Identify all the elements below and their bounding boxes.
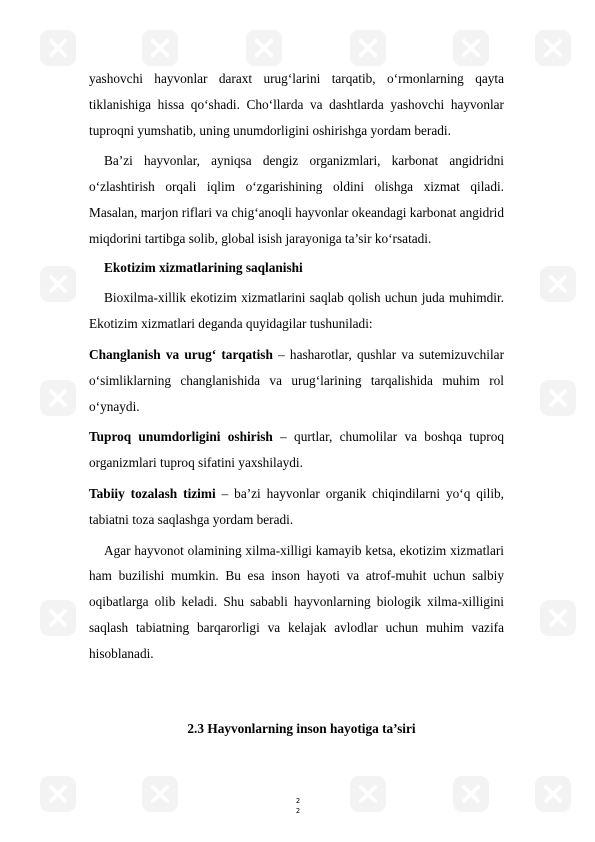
paragraph-intro: yashovchi hayvonlar daraxt urug‘larini tarqatib, o‘rmonlarning qayta tiklanishiga hissa qo‘shadi. Cho‘llarda va dashtlarda yashovchi hayvonlar tuproqni yumshatib, uning unumdorligini oshirishga yordam beradi. <box>89 71 504 138</box>
list-item-pollination <box>89 342 504 419</box>
paragraph-conclusion: Agar hayvonot olamining xilma-xilligi kamayib ketsa, ekotizim xizmatlari ham buzilishi mumkin. Bu esa inson hayoti va atrof-muhit uchun salbiy oqibatlarga olib keladi. Shu sababli hayvonlarning biologik xilma-xilligini saqlash tabiatning barqarorligi va kelajak avlodlar uchun muhim vazifa hisoblanadi. <box>89 542 504 661</box>
page-number <box>292 796 304 816</box>
list-item-natural-cleaning <box>89 481 504 533</box>
item-term: Tuproq unumdorligini oshirish <box>89 429 273 445</box>
item-term: Tabiiy tozalash tizimi <box>89 485 216 501</box>
page-number-digit: 2 <box>295 797 301 805</box>
document-body <box>89 66 504 667</box>
paragraph-marine: Ba’zi hayvonlar, ayniqsa dengiz organizmlari, karbonat angidridni o‘zlashtirish orqali iqlim o‘zgarishining oldini olishga xizmat qiladi. Masalan, marjon riflari va chig‘anoqli hayvonlar okeandagi karbonat angidrid miqdorini tartibga solib, global isish jarayoniga ta’sir ko‘rsatadi. <box>89 153 504 246</box>
item-description: – qurtlar, chumolilar va boshqa tuproq organizmlari tuproq sifatini yaxshilaydi. <box>89 429 504 471</box>
item-term: Changlanish va urug‘ tarqatish <box>89 346 273 362</box>
item-description: – ba’zi hayvonlar organik chiqindilarni yo‘q qilib, tabiatni toza saqlashga yordam beradi. <box>89 485 505 527</box>
list-item-soil-fertility <box>89 424 504 476</box>
paragraph-biodiversity: Bioxilma-xillik ekotizim xizmatlarini saqlab qolish uchun juda muhimdir. Ekotizim xizmatlari deganda quyidagilar tushuniladi: <box>89 290 504 332</box>
page-number-digit: 2 <box>295 807 301 815</box>
item-description: – hasharotlar, qushlar va sutemizuvchilar o‘simliklarning changlanishida va urug‘larining tarqalishida muhim rol o‘ynaydi. <box>89 346 505 414</box>
subheading-ecosystem-services: Ekotizim xizmatlarining saqlanishi <box>104 259 303 275</box>
section-title: 2.3 Hayvonlarning inson hayotiga ta’siri <box>187 721 416 736</box>
